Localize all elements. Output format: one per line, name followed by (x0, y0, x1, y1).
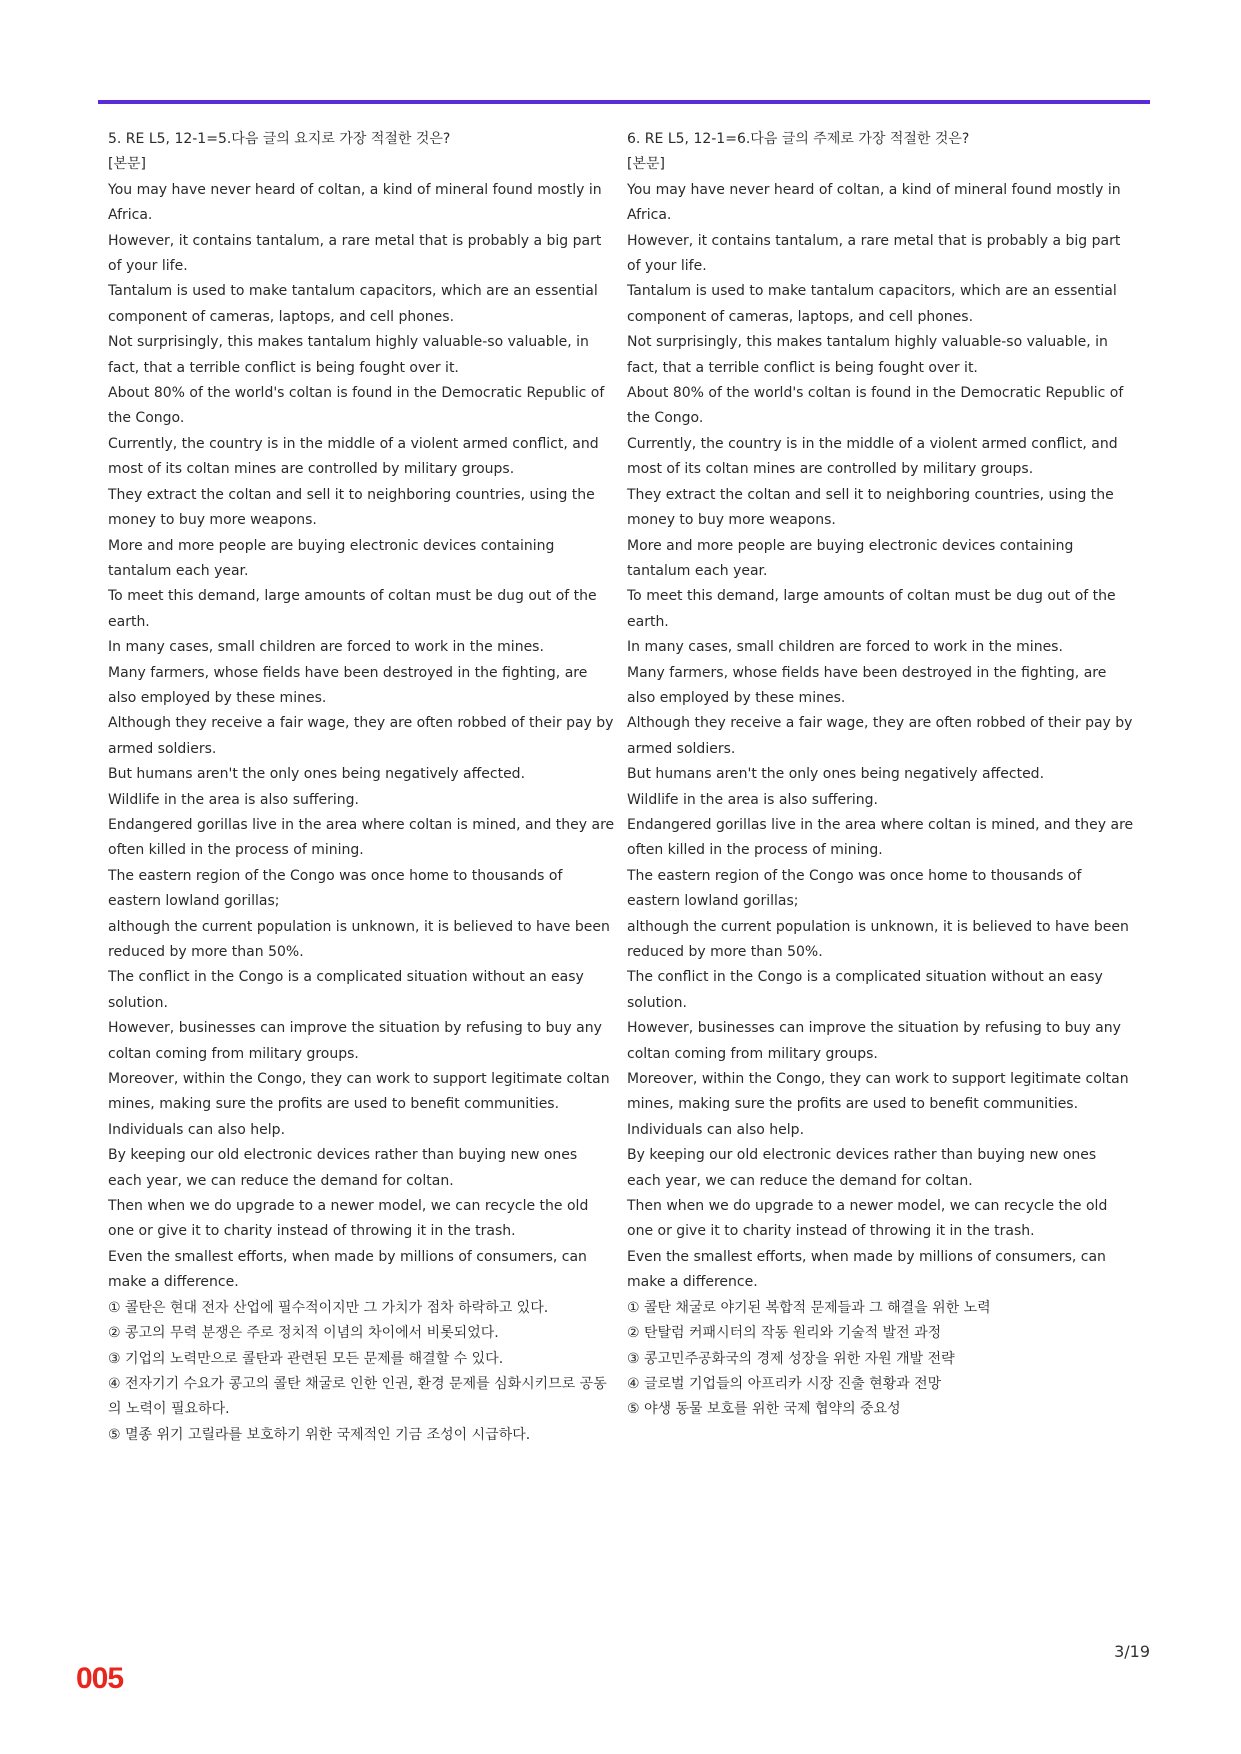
answer-choice: ② 탄탈럼 커패시터의 작동 원리와 기술적 발전 과정 (627, 1325, 942, 1342)
answer-choice: ⑤ 야생 동물 보호를 위한 국제 협약의 중요성 (627, 1401, 901, 1418)
passage-sentence: To meet this demand, large amounts of coltan must be dug out of the earth. (108, 588, 597, 630)
passage-sentence: About 80% of the world's coltan is found in the Democratic Republic of the Congo. (108, 385, 605, 427)
passage-sentence: Individuals can also help. (627, 1121, 805, 1138)
passage-sentence: Tantalum is used to make tantalum capacitors, which are an essential component of cameras, laptops, and cell phones. (108, 283, 598, 325)
passage-sentence: Many farmers, whose fields have been destroyed in the fighting, are also employed by these mines. (108, 664, 588, 706)
passage-sentence: Moreover, within the Congo, they can work to support legitimate coltan mines, making sure the profits are used to benefit communities. (108, 1071, 610, 1113)
passage-sentence: Currently, the country is in the middle of a violent armed conflict, and most of its coltan mines are controlled by military groups. (108, 435, 599, 478)
answer-choices (627, 1296, 1134, 1423)
passage-sentence: Individuals can also help. (108, 1121, 286, 1138)
passage-sentence: Currently, the country is in the middle of a violent armed conflict, and most of its coltan mines are controlled by military groups. (627, 435, 1118, 478)
answer-choice: ① 콜탄은 현대 전자 산업에 필수적이지만 그 가치가 점차 하락하고 있다. (108, 1299, 549, 1316)
passage-sentence: They extract the coltan and sell it to neighboring countries, using the money to buy more weapons. (108, 486, 595, 529)
passage-sentence: Then when we do upgrade to a newer model, we can recycle the old one or give it to charity instead of throwing it in the trash. (108, 1198, 589, 1240)
passage-sentence: Wildlife in the area is also suffering. (108, 791, 359, 808)
passage-label: [본문] (108, 156, 146, 173)
passage-sentence: In many cases, small children are forced to work in the mines. (108, 639, 544, 656)
passage-sentence: More and more people are buying electronic devices containing tantalum each year. (108, 537, 555, 579)
passage-sentence: Even the smallest efforts, when made by millions of consumers, can make a difference. (627, 1248, 1106, 1291)
answer-choice: ⑤ 멸종 위기 고릴라를 보호하기 위한 국제적인 기금 조성이 시급하다. (108, 1426, 531, 1443)
passage-sentence: The eastern region of the Congo was once home to thousands of eastern lowland gorillas; (627, 867, 1082, 910)
answer-choice: ④ 전자기기 수요가 콩고의 콜탄 채굴로 인한 인권, 환경 문제를 심화시키므로 공동의 노력이 필요하다. (108, 1375, 607, 1418)
passage-sentence: However, businesses can improve the situation by refusing to buy any coltan coming from military groups. (108, 1020, 602, 1062)
passage-sentence: More and more people are buying electronic devices containing tantalum each year. (627, 537, 1074, 579)
passage-sentence: Endangered gorillas live in the area where coltan is mined, and they are often killed in the process of mining. (627, 816, 1134, 859)
passage-sentence: However, it contains tantalum, a rare metal that is probably a big part of your life. (627, 232, 1121, 275)
passage-sentence: Tantalum is used to make tantalum capacitors, which are an essential component of cameras, laptops, and cell phones. (627, 283, 1117, 325)
passage-sentence: But humans aren't the only ones being negatively affected. (627, 766, 1045, 783)
passage-sentence: The conflict in the Congo is a complicated situation without an easy solution. (627, 969, 1103, 1011)
passage (627, 178, 1134, 1296)
passage-label: [본문] (627, 156, 665, 173)
passage-sentence: By keeping our old electronic devices rather than buying new ones each year, we can reduce the demand for coltan. (108, 1147, 578, 1189)
passage-sentence: Even the smallest efforts, when made by millions of consumers, can make a difference. (108, 1248, 587, 1291)
passage-sentence: Then when we do upgrade to a newer model, we can recycle the old one or give it to charity instead of throwing it in the trash. (627, 1198, 1108, 1240)
passage-sentence: The eastern region of the Congo was once home to thousands of eastern lowland gorillas; (108, 867, 563, 910)
passage-sentence: In many cases, small children are forced to work in the mines. (627, 639, 1063, 656)
answer-choice: ① 콜탄 채굴로 야기된 복합적 문제들과 그 해결을 위한 노력 (627, 1299, 991, 1316)
passage-sentence: By keeping our old electronic devices rather than buying new ones each year, we can reduce the demand for coltan. (627, 1147, 1097, 1189)
passage-sentence: However, businesses can improve the situation by refusing to buy any coltan coming from military groups. (627, 1020, 1121, 1062)
answer-choices (108, 1296, 615, 1448)
passage-sentence: The conflict in the Congo is a complicated situation without an easy solution. (108, 969, 584, 1011)
question-title: 5. RE L5, 12-1=5.다음 글의 요지로 가장 적절한 것은? (108, 131, 451, 147)
passage-sentence: Not surprisingly, this makes tantalum highly valuable-so valuable, in fact, that a terrible conflict is being fought over it. (108, 334, 589, 376)
passage-sentence: although the current population is unknown, it is believed to have been reduced by more than 50%. (627, 918, 1129, 960)
question-6 (627, 127, 1134, 1423)
passage-sentence: However, it contains tantalum, a rare metal that is probably a big part of your life. (108, 232, 602, 275)
passage (108, 178, 615, 1296)
passage-sentence: You may have never heard of coltan, a kind of mineral found mostly in Africa. (627, 181, 1121, 224)
question-5 (108, 127, 615, 1448)
passage-sentence: To meet this demand, large amounts of coltan must be dug out of the earth. (627, 588, 1116, 630)
passage-sentence: They extract the coltan and sell it to neighboring countries, using the money to buy more weapons. (627, 486, 1114, 529)
passage-sentence: Endangered gorillas live in the area where coltan is mined, and they are often killed in the process of mining. (108, 816, 615, 859)
answer-choice: ④ 글로벌 기업들의 아프리카 시장 진출 현황과 전망 (627, 1375, 942, 1392)
answer-choice: ③ 콩고민주공화국의 경제 성장을 위한 자원 개발 전략 (627, 1350, 955, 1367)
question-title: 6. RE L5, 12-1=6.다음 글의 주제로 가장 적절한 것은? (627, 131, 970, 147)
passage-sentence: although the current population is unknown, it is believed to have been reduced by more than 50%. (108, 918, 610, 960)
passage-sentence: Many farmers, whose fields have been destroyed in the fighting, are also employed by these mines. (627, 664, 1107, 706)
answer-choice: ② 콩고의 무력 분쟁은 주로 정치적 이념의 차이에서 비롯되었다. (108, 1325, 499, 1342)
passage-sentence: You may have never heard of coltan, a kind of mineral found mostly in Africa. (108, 181, 602, 224)
page-stamp: 005 (76, 1662, 124, 1695)
passage-sentence: Moreover, within the Congo, they can work to support legitimate coltan mines, making sure the profits are used to benefit communities. (627, 1071, 1129, 1113)
passage-sentence: Although they receive a fair wage, they are often robbed of their pay by armed soldiers. (627, 715, 1133, 757)
answer-choice: ③ 기업의 노력만으로 콜탄과 관련된 모든 문제를 해결할 수 있다. (108, 1350, 504, 1367)
passage-sentence: Although they receive a fair wage, they are often robbed of their pay by armed soldiers. (108, 715, 614, 757)
passage-sentence: Not surprisingly, this makes tantalum highly valuable-so valuable, in fact, that a terrible conflict is being fought over it. (627, 334, 1108, 376)
passage-sentence: About 80% of the world's coltan is found in the Democratic Republic of the Congo. (627, 385, 1124, 427)
header-rule (98, 100, 1150, 104)
passage-sentence: Wildlife in the area is also suffering. (627, 791, 878, 808)
page-number: 3/19 (1114, 1642, 1150, 1661)
passage-sentence: But humans aren't the only ones being negatively affected. (108, 766, 526, 783)
